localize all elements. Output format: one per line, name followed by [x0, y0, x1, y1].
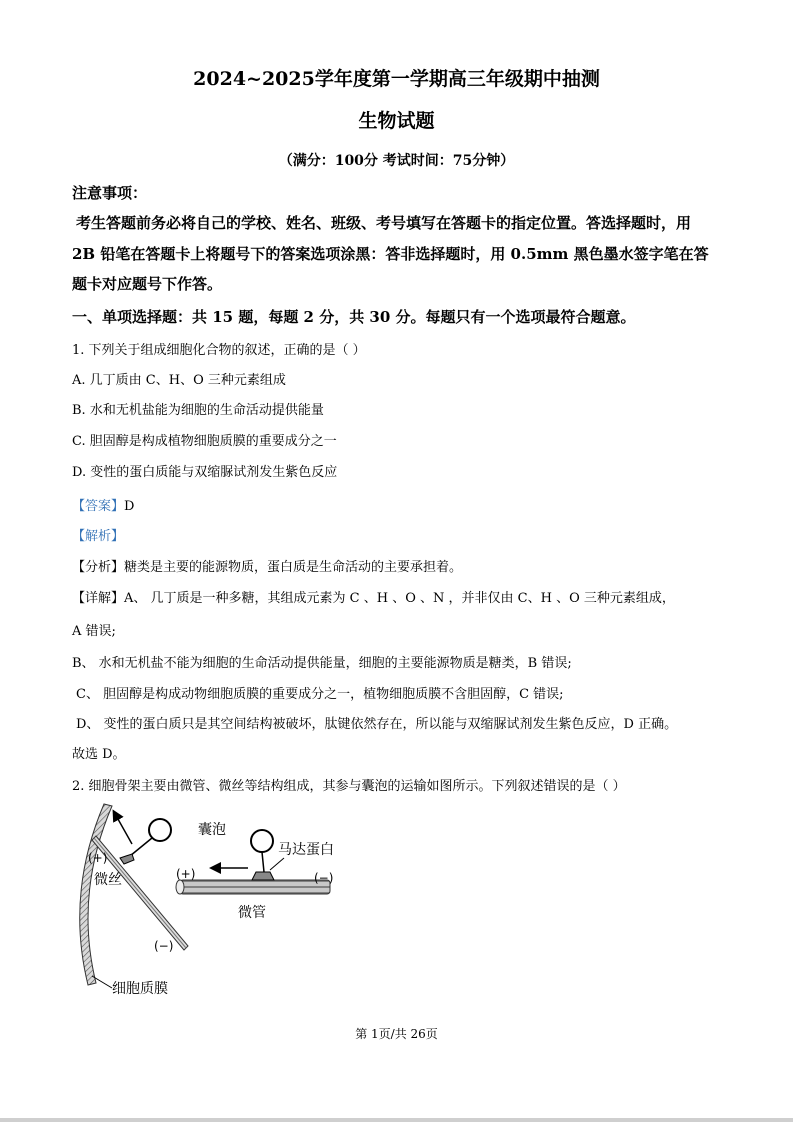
- cell-membrane-shape: [80, 804, 112, 985]
- q1-option-b: B. 水和无机盐能为细胞的生命活动提供能量: [72, 403, 324, 418]
- question-1-stem: 1. 下列关于组成细胞化合物的叙述，正确的是（ ）: [72, 343, 366, 358]
- exam-meta: （满分：100分 考试时间：75分钟）: [278, 153, 515, 169]
- detail-line-c: C、 胆固醇是构成动物细胞质膜的重要成分之一，植物细胞质膜不含胆固醇，C 错误;: [76, 687, 564, 702]
- motor-protein-right-shape: [252, 872, 274, 880]
- exam-title: 2024~2025学年度第一学期高三年级期中抽测: [193, 68, 600, 90]
- detail-a-text: A、 几丁质是一种多糖，其组成元素为 C 、H 、O 、N ，并非仅由 C、H 、O 三种元素组成，: [124, 591, 675, 606]
- notice-line-3: 题卡对应题号下作答。: [72, 275, 223, 293]
- q1-option-d: D. 变性的蛋白质能与双缩脲试剂发生紫色反应: [72, 465, 338, 480]
- q1-option-c: C. 胆固醇是构成植物细胞质膜的重要成分之一: [72, 434, 337, 449]
- fenxi-tag: 【分析】: [72, 560, 125, 575]
- detail-line-b: B、 水和无机盐不能为细胞的生命活动提供能量，细胞的主要能源物质是糖类，B 错误;: [72, 656, 572, 671]
- answer-line: [72, 495, 134, 514]
- cell-membrane-label: 细胞质膜: [112, 981, 168, 997]
- microtubule-label: 微管: [238, 905, 266, 921]
- arrow-up-left: [114, 812, 132, 844]
- vesicle-transport-figure: [70, 800, 360, 1005]
- answer-value: D: [124, 499, 135, 514]
- microfilament-minus-label: (−): [154, 939, 174, 953]
- microfilament-label: 微丝: [94, 872, 122, 888]
- subject-title: 生物试题: [358, 110, 435, 132]
- detail-line-a: [72, 587, 675, 606]
- fenxi-text: 糖类是主要的能源物质，蛋白质是生命活动的主要承担着。: [124, 560, 463, 575]
- page-bottom-divider: [0, 1118, 793, 1122]
- detail-line-a2: A 错误;: [72, 624, 116, 639]
- q1-option-a: A. 几丁质由 C、H、O 三种元素组成: [72, 373, 286, 388]
- fenxi-line: [72, 556, 462, 575]
- notice-line-1: 考生答题前务必将自己的学校、姓名、班级、考号填写在答题卡的指定位置。答选择题时，用: [76, 214, 692, 232]
- microfilament-plus-label: (+): [88, 851, 108, 865]
- section-heading: 一、单项选择题：共 15 题，每题 2 分，共 30 分。每题只有一个选项最符合题意。: [72, 308, 636, 326]
- vesicle-label: 囊泡: [198, 822, 226, 838]
- microtubule-plus-label: (+): [176, 867, 196, 881]
- microtubule-minus-label: (−): [314, 871, 334, 885]
- vesicle-right-shape: [251, 830, 273, 852]
- detail-line-d: D、 变性的蛋白质只是其空间结构被破坏，肽键依然存在，所以能与双缩脲试剂发生紫色反应，D 正确。: [76, 717, 678, 732]
- question-2-stem: 2. 细胞骨架主要由微管、微丝等结构组成，其参与囊泡的运输如图所示。下列叙述错误的是（ ）: [72, 779, 626, 794]
- notice-line-2: 2B 铅笔在答题卡上将题号下的答案选项涂黑：答非选择题时，用 0.5mm 黑色墨水签字笔在答: [72, 245, 709, 263]
- conclusion-line: 故选 D。: [72, 747, 126, 762]
- analysis-tag: 【解析】: [72, 529, 125, 544]
- notice-heading: 注意事项：: [72, 184, 148, 202]
- page-number: 第 1页/共 26页: [355, 1027, 438, 1041]
- motor-protein-left-shape: [120, 854, 134, 864]
- microtubule-shape: [180, 880, 330, 894]
- motor-protein-label: 马达蛋白: [278, 842, 334, 858]
- vesicle-left-shape: [149, 819, 171, 841]
- answer-tag: 【答案】: [72, 499, 125, 514]
- detail-tag: 【详解】: [72, 591, 125, 606]
